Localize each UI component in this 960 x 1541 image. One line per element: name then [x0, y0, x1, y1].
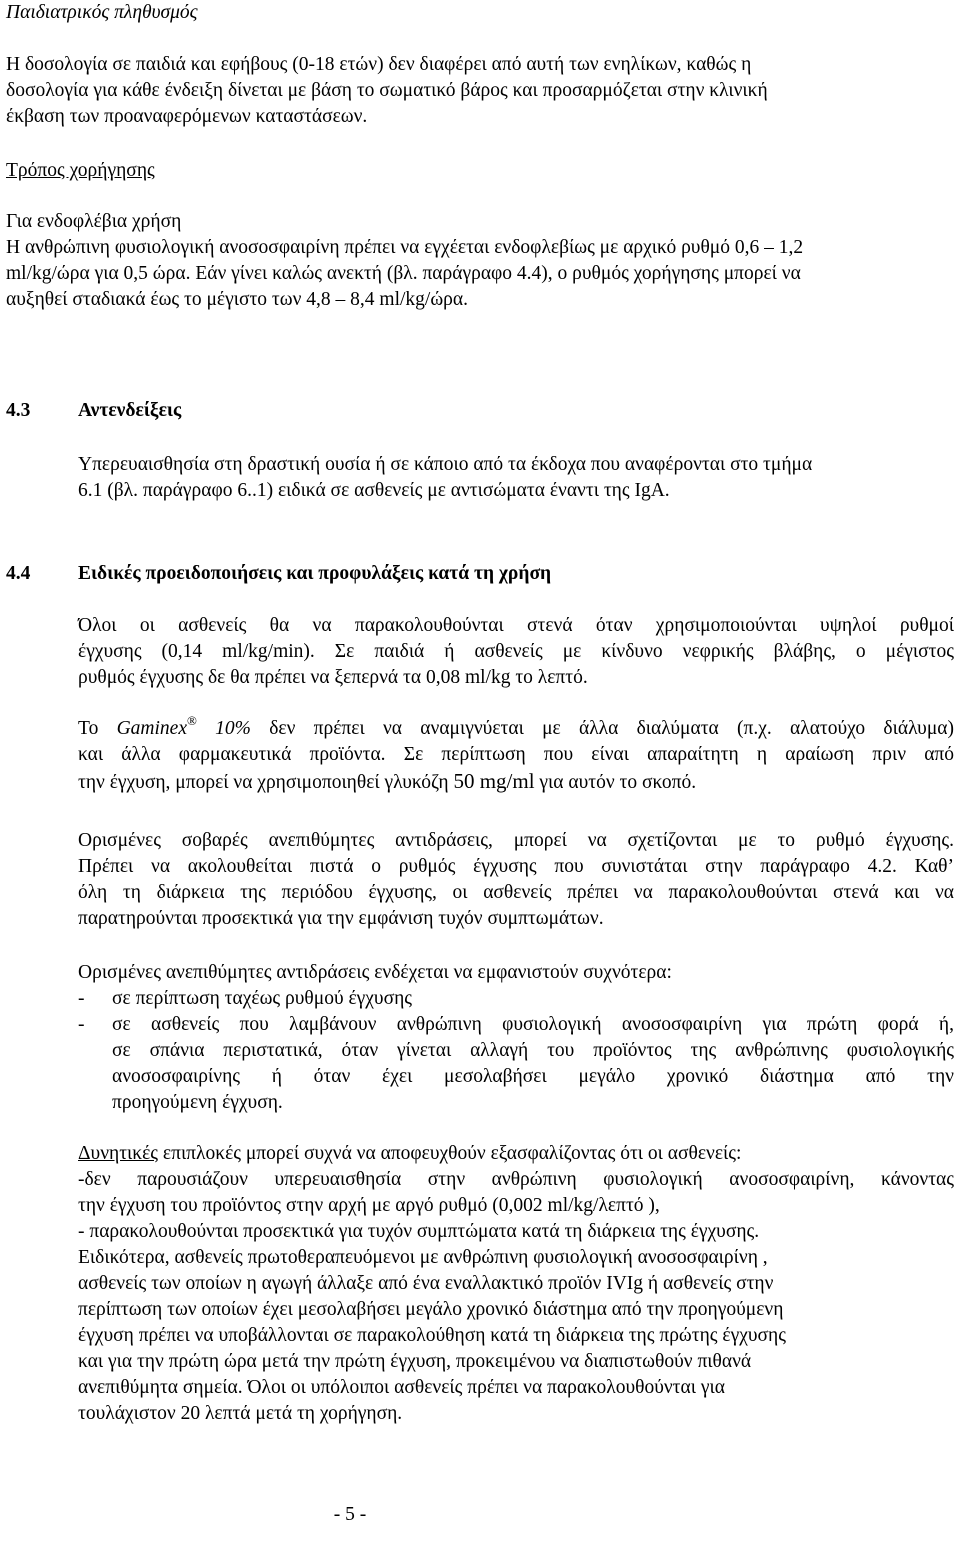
text-line: περίπτωση των οποίων έχει μεσολαβήσει μεγάλο χρονικό διάστημα από την προηγούμενη — [78, 1299, 784, 1320]
section-heading-4-3 — [6, 398, 181, 424]
text-line — [78, 1141, 954, 1167]
text-line: ml/kg/ώρα για 0,5 ώρα. Εάν γίνει καλώς ανεκτή (βλ. παράγραφο 4.4), ο ρυθμός χορήγησης μπορεί να — [6, 263, 801, 284]
product-name: Gaminex — [116, 718, 187, 739]
text-line: Ορισμένες ανεπιθύμητες αντιδράσεις ενδέχεται να εμφανιστούν συχνότερα: — [78, 962, 672, 983]
list-dash: - — [78, 1014, 85, 1035]
administration-subtitle: Για ενδοφλέβια χρήση — [6, 211, 182, 232]
text-line: έκβαση των προαναφερόμενων καταστάσεων. — [6, 106, 368, 127]
text-line: και για την πρώτη ώρα μετά την πρώτη έγχυση, προκειμένου να διαπιστωθούν πιθανά — [78, 1351, 752, 1372]
text-line: Όλοι οι ασθενείς θα να παρακολουθούνται στενά όταν χρησιμοποιούνται υψηλοί ρυθμοί — [78, 615, 954, 636]
page-number: - 5 - — [333, 1504, 367, 1525]
text-line: σε περίπτωση ταχέως ρυθμού έγχυσης — [112, 988, 413, 1009]
text-line: Ορισμένες σοβαρές ανεπιθύμητες αντιδράσεις, μπορεί να σχετίζονται με το ρυθμό έγχυσης. — [78, 830, 954, 851]
text-line: ασθενείς των οποίων η αγωγή άλλαξε από ένα εναλλακτικό προϊόν IVIg ή ασθενείς στην — [78, 1273, 774, 1294]
list-item — [0, 1012, 954, 1116]
text-line: Υπερευαισθησία στη δραστική ουσία ή σε κάποιο από τα έκδοχα που αναφέρονται στο τμήμα — [78, 454, 813, 475]
text-line: ρυθμός έγχυσης δε θα πρέπει να ξεπερνά τα 0,08 ml/kg το λεπτό. — [78, 667, 588, 688]
warnings-paragraph-3 — [78, 828, 954, 932]
warnings-paragraph-4 — [0, 960, 954, 1116]
list-item — [0, 986, 954, 1012]
text-line: σε σπάνια περιστατικά, όταν γίνεται αλλαγή του προϊόντος της ανθρώπινης φυσιολογικής — [112, 1040, 954, 1061]
list-dash: - — [78, 988, 85, 1009]
administration-paragraph — [6, 209, 956, 313]
section-number: 4.3 — [6, 400, 31, 421]
text-fragment: Το — [78, 718, 117, 739]
pediatric-title: Παιδιατρικός πληθυσμός — [6, 2, 198, 23]
text-line: προηγούμενη έγχυση. — [112, 1092, 283, 1113]
warnings-paragraph-5 — [78, 1141, 954, 1427]
section-number: 4.4 — [6, 563, 31, 584]
administration-section — [6, 158, 956, 184]
text-line: έγχυσης (0,14 ml/kg/min). Σε παιδιά ή ασθενείς με κίνδυνο νεφρικής βλάβης, ο μέγιστος — [78, 641, 954, 662]
text-fragment: Δυνητικές — [78, 1143, 159, 1164]
text-line: την έγχυση του προϊόντος στην αρχή με αργό ρυθμό (0,002 ml/kg/λεπτό ), — [78, 1195, 660, 1216]
concentration-value: 50 mg/ml — [453, 769, 535, 793]
text-line — [78, 768, 954, 796]
text-fragment: επιπλοκές μπορεί συχνά να αποφευχθούν εξασφαλίζοντας ότι οι ασθενείς: — [158, 1143, 742, 1164]
text-fragment: για αυτόν το σκοπό. — [534, 772, 697, 793]
text-line: - παρακολουθούνται προσεκτικά για τυχόν συμπτώματα κατά τη διάρκεια της έγχυσης. — [78, 1221, 760, 1242]
pediatric-section — [6, 0, 956, 26]
contraindications-paragraph — [78, 452, 954, 504]
section-title: Αντενδείξεις — [78, 400, 182, 421]
section-title: Ειδικές προειδοποιήσεις και προφυλάξεις κατά τη χρήση — [78, 563, 552, 584]
text-line: Η δοσολογία σε παιδιά και εφήβους (0-18 ετών) δεν διαφέρει από αυτή των ενηλίκων, καθώς η — [6, 54, 752, 75]
warnings-paragraph-2 — [78, 713, 954, 796]
text-line: 6.1 (βλ. παράγραφο 6..1) ειδικά σε ασθενείς με αντισώματα έναντι της IgA. — [78, 480, 670, 501]
text-line: παρατηρούνται προσεκτικά για την εμφάνιση τυχόν συμπτωμάτων. — [78, 908, 604, 929]
administration-title: Τρόπος χορήγησης — [6, 160, 155, 181]
text-line: σε ασθενείς που λαμβάνουν ανθρώπινη φυσιολογική ανοσοσφαιρίνη για πρώτη φορά ή, — [112, 1014, 954, 1035]
text-fragment: δεν πρέπει να αναμιγνύεται με άλλα διαλύματα (π.χ. αλατούχο διάλυμα) — [250, 718, 954, 739]
text-line: όλη τη διάρκεια της περιόδου έγχυσης, οι ασθενείς πρέπει να παρακολουθούνται στενά και να — [78, 882, 954, 903]
text-line: Η ανθρώπινη φυσιολογική ανοσοσφαιρίνη πρέπει να εγχέεται ενδοφλεβίως με αρχικό ρυθμό 0,6 – 1,2 — [6, 237, 804, 258]
text-line: -δεν παρουσιάζουν υπερευαισθησία στην ανθρώπινη φυσιολογική ανοσοσφαιρίνη, κάνοντας — [78, 1169, 954, 1190]
text-line: έγχυση πρέπει να υποβάλλονται σε παρακολούθηση κατά τη διάρκεια της πρώτης έγχυσης — [78, 1325, 786, 1346]
warnings-paragraph-1 — [78, 613, 954, 691]
section-heading-4-4 — [6, 561, 551, 587]
text-line: και άλλα φαρμακευτικά προϊόντα. Σε περίπτωση που είναι απαραίτητη η αραίωση πριν από — [78, 744, 954, 765]
registered-mark: ® — [187, 713, 197, 728]
text-line: Πρέπει να ακολουθείται πιστά ο ρυθμός έγχυσης που συνιστάται στην παράγραφο 4.2. Καθ’ — [78, 856, 954, 877]
product-strength: 10% — [196, 718, 251, 739]
text-line: ανεπιθύμητα σημεία. Όλοι οι υπόλοιποι ασθενείς πρέπει να παρακολουθούνται για — [78, 1377, 725, 1398]
text-line: Ειδικότερα, ασθενείς πρωτοθεραπευόμενοι με ανθρώπινη φυσιολογική ανοσοσφαιρίνη , — [78, 1247, 768, 1268]
text-line: αυξηθεί σταδιακά έως το μέγιστο των 4,8 – 8,4 ml/kg/ώρα. — [6, 289, 469, 310]
text-line: τουλάχιστον 20 λεπτά μετά τη χορήγηση. — [78, 1403, 403, 1424]
pediatric-paragraph — [6, 52, 956, 130]
text-line: δοσολογία για κάθε ένδειξη δίνεται με βάση το σωματικό βάρος και προσαρμόζεται στην κλινική — [6, 80, 768, 101]
text-line — [78, 713, 954, 742]
text-fragment: την έγχυση, μπορεί να χρησιμοποιηθεί γλυκόζη — [78, 772, 454, 793]
text-line: ανοσοσφαιρίνης ή όταν έχει μεσολαβήσει μεγάλο χρονικό διάστημα από την — [112, 1066, 954, 1087]
